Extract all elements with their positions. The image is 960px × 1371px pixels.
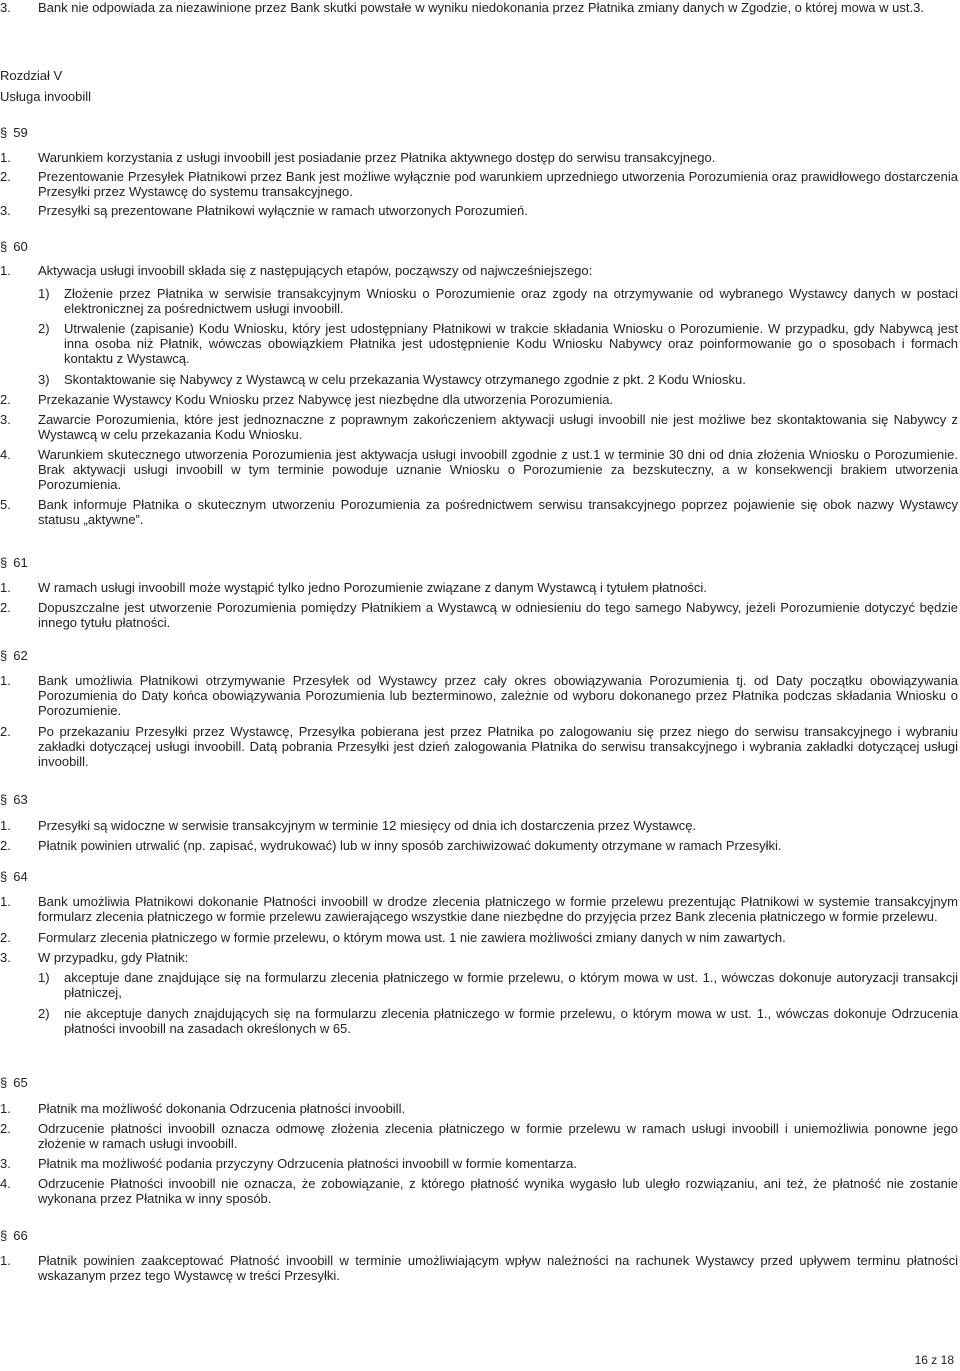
sub-item: 1) akceptuje dane znajdujące się na formularzu zlecenia płatniczego w formie przelewu, o którym mowa w ust. 1., wówczas dokonuje autoryzacji transakcji płatniczej,: [38, 970, 958, 1000]
list-item: 1. Bank umożliwia Płatnikowi dokonanie Płatności invoobill w drodze zlecenia płatniczego w formie przelewu prezentując Płatnikowi w systemie transakcyjnym formularz zlecenia płatniczego w formie przelewu zawierającego wszystkie dane niezbędne do przyjęcia przez Bank zlecenia płatniczego w formie przelewu.: [0, 894, 958, 924]
list-item: 2. Płatnik powinien utrwalić (np. zapisać, wydrukować) lub w inny sposób zarchiwizować dokumenty otrzymane w ramach Przesyłki.: [0, 838, 782, 853]
section-63-heading: § 63: [0, 792, 28, 807]
section-61-heading: § 61: [0, 555, 28, 570]
section-63: [0, 818, 958, 853]
section-icon: §: [0, 239, 8, 254]
sub-item: 2) nie akceptuje danych znajdujących się na formularzu zlecenia płatniczego w formie przelewu, o którym mowa w ust. 1., wówczas dokonuje Odrzucenia płatności invoobill na zasadach określonych w 65.: [38, 1006, 958, 1036]
section-60-heading: § 60: [0, 239, 28, 254]
section-icon: §: [0, 869, 8, 884]
sub-item: 2) Utrwalenie (zapisanie) Kodu Wniosku, który jest udostępniany Płatnikowi w trakcie składania Wniosku o Porozumienie. W przypadku, gdy Nabywcą jest inna osoba niż Płatnik, wówczas obowiązkiem Płatnika jest udostępnienie Kodu Wniosku Nabywcy oraz poinformowanie go o sposobach i formach kontaktu z Wystawcą.: [38, 321, 958, 366]
section-65-heading: § 65: [0, 1075, 28, 1090]
list-item: 2. Po przekazaniu Przesyłki przez Wystawcę, Przesyłka pobierana jest przez Płatnika po zalogowaniu się przez niego do serwisu transakcyjnego i wybraniu zakładki dotyczącej usługi invoobill. Datą pobrania Przesyłki jest dzień zalogowania Płatnika do serwisu transakcyjnego i wybrania zakładki dotyczącej usługi invoobill.: [0, 724, 958, 769]
section-icon: §: [0, 1075, 8, 1090]
section-icon: §: [0, 555, 8, 570]
section-65: [0, 1101, 958, 1206]
chapter-title: Rozdział V: [0, 68, 63, 83]
chapter-subtitle: Usługa invoobill: [0, 89, 92, 104]
section-59-heading: § 59: [0, 125, 28, 140]
list-item: 2. Prezentowanie Przesyłek Płatnikowi przez Bank jest możliwe wyłącznie pod warunkiem uprzedniego utworzenia Porozumienia oraz prawidłowego dostarczenia Przesyłki przez Wystawcę do systemu transakcyjnego.: [0, 169, 958, 199]
section-61: [0, 580, 958, 630]
list-item: 2. Przekazanie Wystawcy Kodu Wniosku przez Nabywcę jest niezbędne dla utworzenia Porozumienia.: [0, 392, 614, 407]
list-item: 5. Bank informuje Płatnika o skutecznym utworzeniu Porozumienia za pośrednictwem serwisu transakcyjnego poprzez pojawienie się obok nazwy Wystawcy statusu „aktywne”.: [0, 497, 958, 527]
section-62: [0, 673, 958, 769]
section-66: [0, 1253, 958, 1283]
list-item: 1. W ramach usługi invoobill może wystąpić tylko jedno Porozumienie związane z danym Wystawcą i tytułem płatności.: [0, 580, 707, 595]
list-item: 3. Płatnik ma możliwość podania przyczyny Odrzucenia płatności invoobill w formie komentarza.: [0, 1156, 578, 1171]
list-item: 4. Odrzucenie Płatności invoobill nie oznacza, że zobowiązanie, z którego płatność wynika wygasło lub uległo rozwiązaniu, ani też, że płatność nie zostanie wykonana przez Płatnika w inny sposób.: [0, 1176, 958, 1206]
list-item: 1. Aktywacja usługi invoobill składa się z następujących etapów, począwszy od najwcześniejszego:: [0, 263, 593, 278]
section-icon: §: [0, 1228, 8, 1243]
page-number: 16 z 18: [914, 1353, 954, 1367]
section-60: [0, 263, 958, 527]
list-item: 3. Przesyłki są prezentowane Płatnikowi wyłącznie w ramach utworzonych Porozumień.: [0, 203, 528, 218]
top-list: [0, 0, 958, 15]
list-item: 3. Zawarcie Porozumienia, które jest jednoznaczne z poprawnym zakończeniem aktywacji usługi invoobill nie jest możliwe bez skontaktowania się Nabywcy z Wystawcą w celu przekazania Kodu Wniosku.: [0, 412, 958, 442]
sub-item: 1) Złożenie przez Płatnika w serwisie transakcyjnym Wniosku o Porozumienie oraz zgody na otrzymywanie od wybranego Wystawcy danych w postaci elektronicznej za pośrednictwem usługi invoobill.: [38, 286, 958, 316]
list-item: 2. Dopuszczalne jest utworzenie Porozumienia pomiędzy Płatnikiem a Wystawcą w odniesieniu do tego samego Nabywcy, jeżeli Porozumienie dotyczyć będzie innego tytułu płatności.: [0, 600, 958, 630]
section-icon: §: [0, 648, 8, 663]
section-64: [0, 894, 958, 1036]
list-item: 3. Bank nie odpowiada za niezawinione przez Bank skutki powstałe w wyniku niedokonania przez Płatnika zmiany danych w Zgodzie, o której mowa w ust.3.: [0, 0, 924, 15]
list-item: 3. W przypadku, gdy Płatnik:: [0, 950, 189, 965]
section-icon: §: [0, 125, 8, 140]
section-64-heading: § 64: [0, 869, 28, 884]
sub-item: 3) Skontaktowanie się Nabywcy z Wystawcą w celu przekazania Wystawcy otrzymanego zgodnie z pkt. 2 Kodu Wniosku.: [38, 372, 746, 387]
section-59: [0, 150, 958, 218]
section-62-heading: § 62: [0, 648, 28, 663]
list-item: 1. Warunkiem korzystania z usługi invoobill jest posiadanie przez Płatnika aktywnego dostęp do serwisu transakcyjnego.: [0, 150, 716, 165]
section-66-heading: § 66: [0, 1228, 28, 1243]
list-item: 2. Odrzucenie płatności invoobill oznacza odmowę złożenia zlecenia płatniczego w formie przelewu w ramach usługi invoobill i uniemożliwia ponowne jego złożenie w ramach usługi invoobill.: [0, 1121, 958, 1151]
list-item: 1. Bank umożliwia Płatnikowi otrzymywanie Przesyłek od Wystawcy przez cały okres obowiązywania Porozumienia tj. od Daty początku obowiązywania Porozumienia do Daty końca obowiązywania Porozumienia lub bezterminowo, zależnie od wyboru dokonanego przez Płatnika podczas składania Wniosku o Porozumienie.: [0, 673, 958, 718]
section-icon: §: [0, 792, 8, 807]
list-item: 2. Formularz zlecenia płatniczego w formie przelewu, o którym mowa ust. 1 nie zawiera możliwości zmiany danych w nim zawartych.: [0, 930, 786, 945]
list-item: 1. Płatnik ma możliwość dokonania Odrzucenia płatności invoobill.: [0, 1101, 406, 1116]
list-item: 1. Płatnik powinien zaakceptować Płatność invoobill w terminie umożliwiającym wpływ należności na rachunek Wystawcy przed upływem terminu płatności wskazanym przez tego Wystawcę w treści Przesyłki.: [0, 1253, 958, 1283]
list-item: 1. Przesyłki są widoczne w serwisie transakcyjnym w terminie 12 miesięcy od dnia ich dostarczenia przez Wystawcę.: [0, 818, 697, 833]
list-item: 4. Warunkiem skutecznego utworzenia Porozumienia jest aktywacja usługi invoobill zgodnie z ust.1 w terminie 30 dni od dnia złożenia Wniosku o Porozumienie. Brak aktywacji usługi invoobill w tym terminie powoduje uznanie Wniosku o Porozumienie za bezskuteczny, a w konsekwencji brakiem utworzenia Porozumienia.: [0, 447, 958, 492]
